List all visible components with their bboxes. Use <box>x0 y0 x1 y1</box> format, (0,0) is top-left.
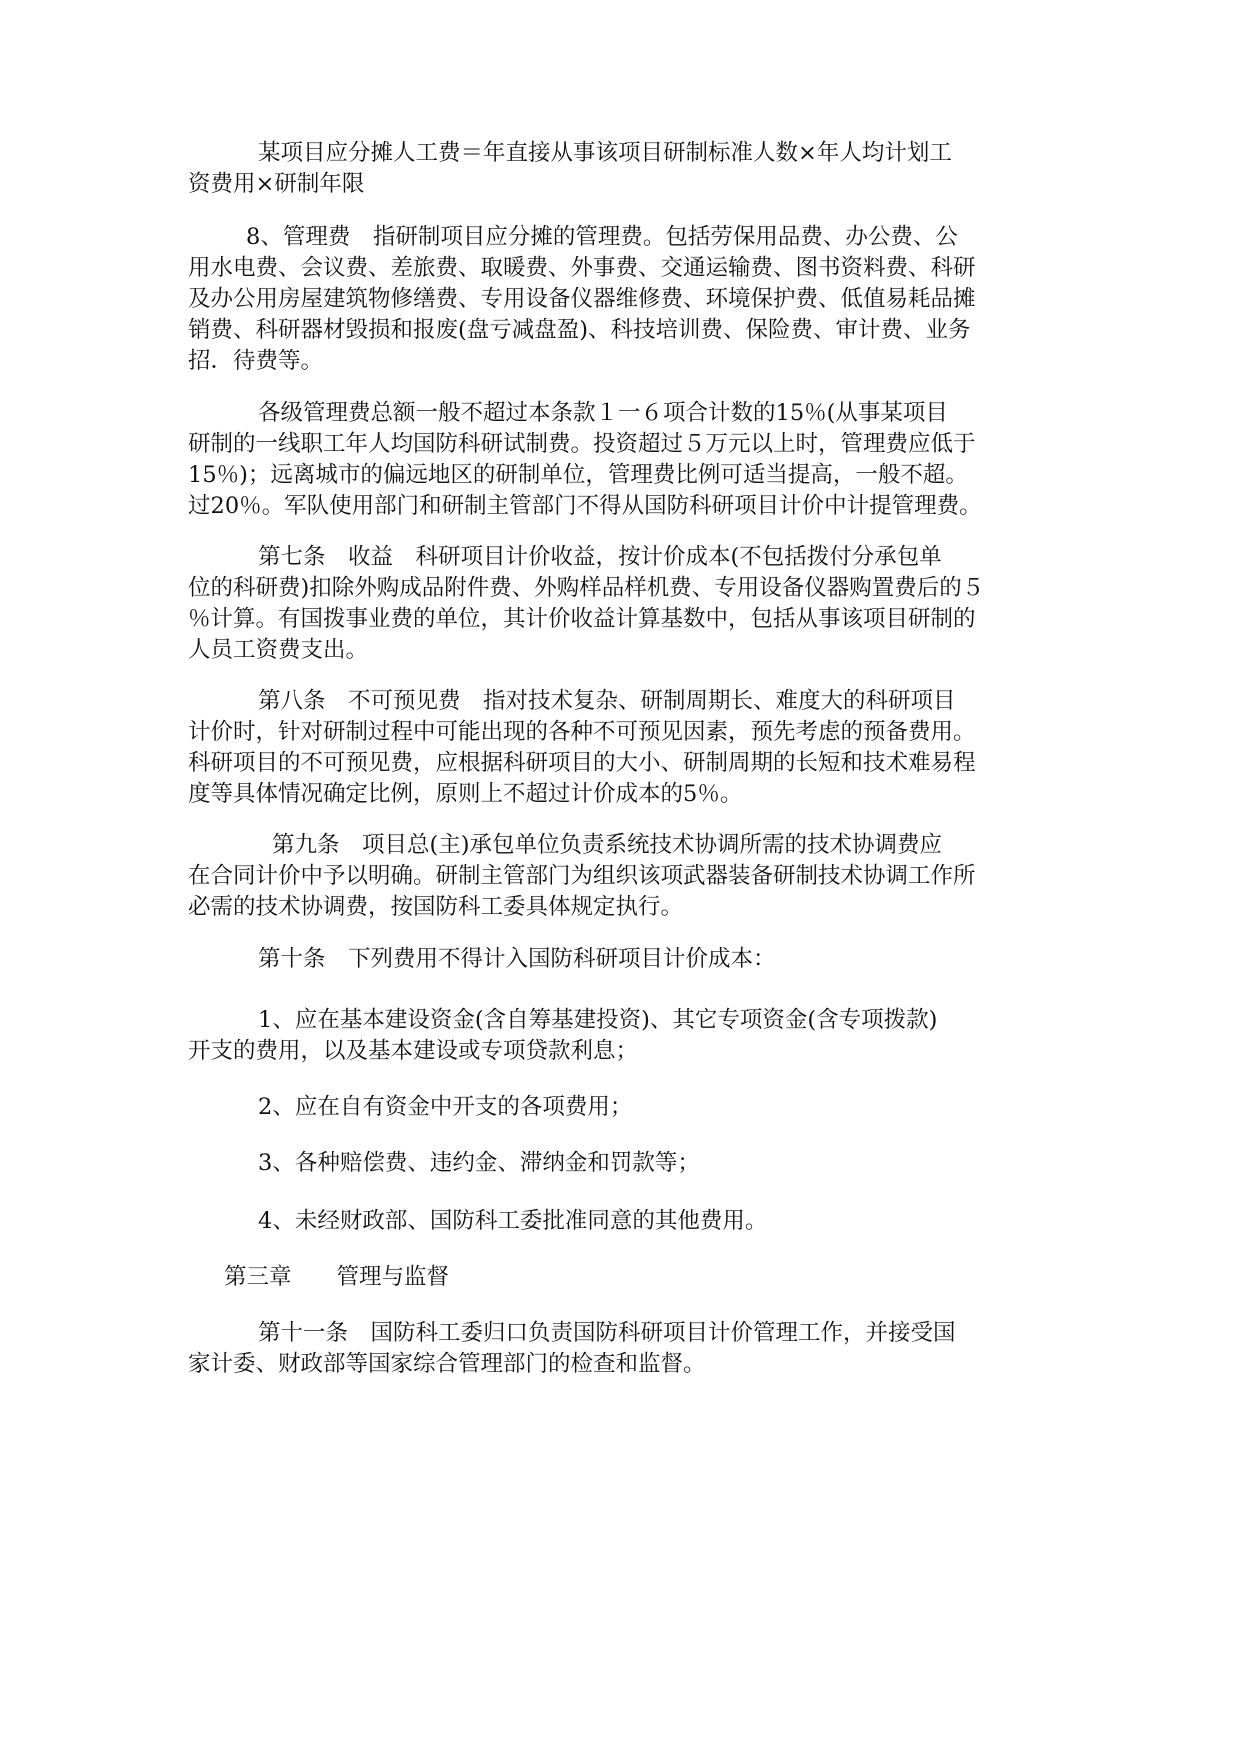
text-line: 第八条 不可预见费 指对技术复杂、研制周期长、难度大的科研项目 <box>258 688 956 714</box>
text-line: 人员工资费支出。 <box>188 637 369 663</box>
text-line: 科研项目的不可预见费，应根据科研项目的大小、研制周期的长短和技术难易程 <box>188 750 976 776</box>
paragraph-article-9-coordination <box>188 830 1068 923</box>
paragraph-management-fee <box>188 222 1068 377</box>
paragraph-labor-cost-formula <box>188 138 1068 200</box>
paragraph-item-1 <box>188 1005 1068 1067</box>
chapter-3-heading <box>188 1262 1068 1293</box>
paragraph-article-8-contingency <box>188 686 1068 810</box>
text-line: 4、未经财政部、国防科工委批准同意的其他费用。 <box>258 1208 768 1234</box>
text-line: 第十条 下列费用不得计入国防科研项目计价成本： <box>258 946 776 972</box>
text-line: 1、应在基本建设资金(含自筹基建投资)、其它专项资金(含专项拨款) <box>258 1007 938 1033</box>
paragraph-item-4 <box>188 1206 1068 1237</box>
text-line: 3、各种赔偿费、违约金、滞纳金和罚款等； <box>258 1150 700 1176</box>
text-line: 研制的一线职工年人均国防科研试制费。投资超过５万元以上时，管理费应低于 <box>188 431 976 457</box>
text-line: 及办公用房屋建筑物修缮费、专用设备仪器维修费、环境保护费、低值易耗品摊 <box>188 286 976 312</box>
text-line: 第十一条 国防科工委归口负责国防科研项目计价管理工作，并接受国 <box>258 1320 956 1346</box>
text-line: 各级管理费总额一般不超过本条款１一６项合计数的15％(从事某项目 <box>258 400 948 426</box>
paragraph-item-2 <box>188 1092 1068 1123</box>
paragraph-article-11 <box>188 1318 1068 1380</box>
text-line: 销费、科研器材毁损和报废(盘亏减盘盈)、科技培训费、保险费、审计费、业务 <box>188 317 971 343</box>
text-line: 必需的技术协调费，按国防科工委具体规定执行。 <box>188 894 684 920</box>
text-line: 位的科研费)扣除外购成品附件费、外购样品样机费、专用设备仪器购置费后的５ <box>188 575 985 601</box>
text-line: 在合同计价中予以明确。研制主管部门为组织该项武器装备研制技术协调工作所 <box>188 863 976 889</box>
text-line: 度等具体情况确定比例，原则上不超过计价成本的5％。 <box>188 781 743 807</box>
text-line: 过20％。军队使用部门和研制主管部门不得从国防科研项目计价中计提管理费。 <box>188 493 982 519</box>
text-line: 资费用×研制年限 <box>188 171 365 197</box>
text-line: 某项目应分摊人工费＝年直接从事该项目研制标准人数×年人均计划工 <box>258 140 952 166</box>
text-line: 招．待费等。 <box>188 348 324 374</box>
text-line: ％计算。有国拨事业费的单位，其计价收益计算基数中，包括从事该项目研制的 <box>188 606 976 632</box>
text-line: 开支的费用，以及基本建设或专项贷款利息； <box>188 1038 639 1064</box>
text-line: 2、应在自有资金中开支的各项费用； <box>258 1094 633 1120</box>
text-line: 第三章 管理与监督 <box>224 1264 450 1290</box>
text-line: 计价时，针对研制过程中可能出现的各种不可预见因素，预先考虑的预备费用。 <box>188 719 976 745</box>
paragraph-management-fee-limit <box>188 398 1068 522</box>
text-line: 15％)；远离城市的偏远地区的研制单位，管理费比例可适当提高，一般不超。 <box>188 462 968 488</box>
text-line: 家计委、财政部等国家综合管理部门的检查和监督。 <box>188 1351 706 1377</box>
paragraph-article-7-income <box>188 542 1068 666</box>
paragraph-article-10-heading <box>188 944 1068 975</box>
text-line: 用水电费、会议费、差旅费、取暖费、外事费、交通运输费、图书资料费、科研 <box>188 255 976 281</box>
text-line: 第七条 收益 科研项目计价收益，按计价成本(不包括拨付分承包单 <box>258 544 942 570</box>
text-line: 第九条 项目总(主)承包单位负责系统技术协调所需的技术协调费应 <box>272 832 943 858</box>
paragraph-item-3 <box>188 1148 1068 1179</box>
text-line: 8、管理费 指研制项目应分摊的管理费。包括劳保用品费、办公费、公 <box>246 224 958 250</box>
